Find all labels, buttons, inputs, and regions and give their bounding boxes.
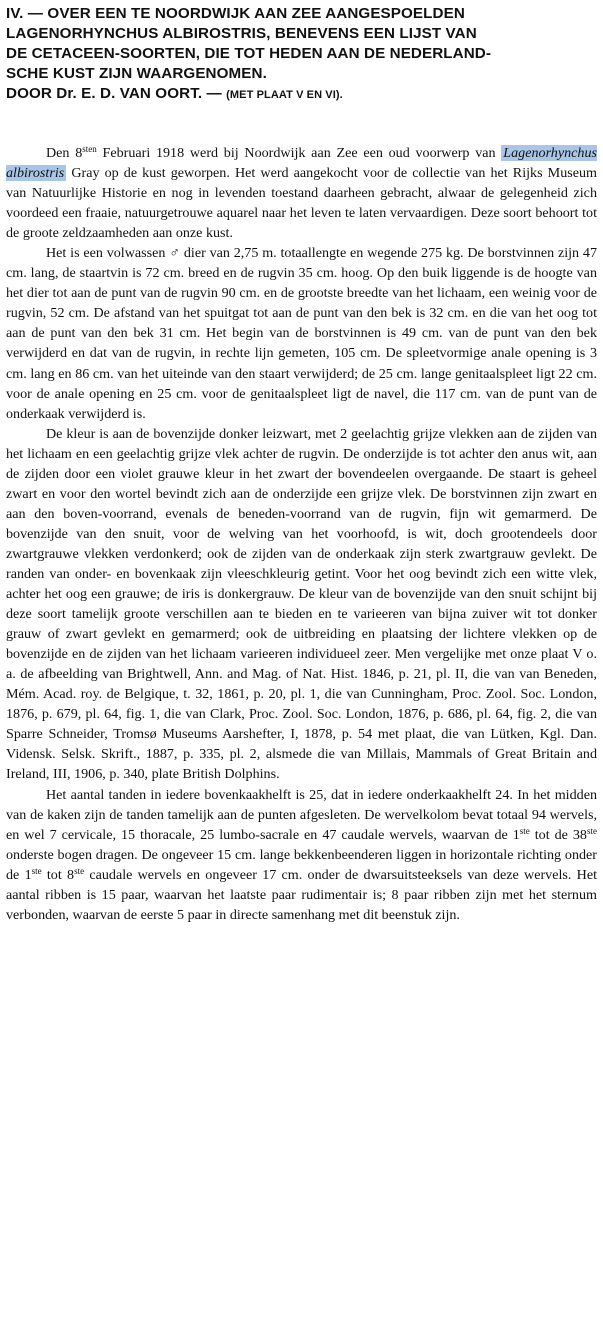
title-line-4: SCHE KUST ZIJN WAARGENOMEN. (6, 65, 267, 82)
author-name: DOOR Dr. E. D. VAN OORT. — (6, 85, 222, 102)
paragraph-4-part-2: tot de 38 (529, 826, 587, 843)
title-line-1: IV. — OVER EEN TE NOORDWIJK AAN ZEE AANGESPOELDEN (6, 5, 465, 22)
paragraph-1-intro: Februari 1918 werd bij Noordwijk aan Zee een oud voorwerp van (96, 145, 502, 161)
highlighted-species-name[interactable]: Lagenorhynchus albirostris (6, 145, 597, 182)
title-line-2: LAGENORHYNCHUS ALBIROSTRIS, BENEVENS EEN LIJST VAN (6, 25, 477, 42)
paragraph-3: De kleur is aan de bovenzijde donker leizwart, met 2 geelachtig grijze vlekken aan de zijden van het lichaam en een geelachtig grijze vlek achter de rugvin. De onderzijde is tot achter den anus wit, aan de zijden door een violet grauwe kleur in het zwart der bovendeelen overgaande. De staart is geheel zwart en voor den wortel bevindt zich aan de onderzijde een grijze vlek. De borstvinnen zijn zwart en aan den boven-voorrand, evenals de beneden-voorrand van de rugvin, fijn wit gemarmerd. De bovenzijde van den snuit, voor de welving van het voorhoofd, is wit, doch grootendeels door zwartgrauwe vlekken verdonkerd; ook de zijden van de onderkaak zijn sterk zwartgrauw gevlekt. De randen van onder- en bovenkaak zijn vleeschkleurig getint. Voor het oog bevindt zich een witte vlek, achter het oog een grauwe; de iris is donkergrauw. De kleur van de bovenzijde van den snuit schijnt bij deze soort tamelijk groote verschillen aan te bieden en te varieeren van bijna zuiver wit tot donker grauw of zwart gevlekt en gemarmerd; ook de uitbreiding en plaatsing der lichtere vlekken op de bovenzijde en de zijden van het lichaam varieeren individueel zeer. Men vergelijke met onze plaat V o. a. de afbeelding van Brightwell, Ann. and Mag. of Nat. Hist. 1846, p. 21, pl. II, die van van Beneden, Mém. Acad. roy. de Belgique, t. 32, 1861, p. 20, pl. 1, die van Cunningham, Proc. Zool. Soc. London, 1876, p. 679, pl. 64, fig. 1, die van Clark, Proc. Zool. Soc. London, 1876, p. 686, pl. 64, fig. 2, die van Sparre Schneider, Tromsø Museums Aarshefter, I, 1878, p. 54 met plaat, die van Lütken, Kgl. Dan. Vidensk. Selsk. Skrift., 1887, p. 335, pl. 2, alsmede die van Millais, Mammals of Great Britain and Ireland, III, 1906, p. 340, plate British Dolphins. (6, 425, 597, 783)
ordinal-superscript-4: ste (74, 865, 85, 876)
date-superscript: sten (82, 144, 97, 154)
ordinal-superscript-1: ste (519, 825, 530, 836)
title-line-3: DE CETACEEN-SOORTEN, DIE TOT HEDEN AAN DE NEDERLAND- (6, 45, 492, 62)
ordinal-superscript-3: ste (31, 865, 42, 876)
paragraph-4 (6, 785, 597, 925)
ordinal-superscript-2: ste (586, 825, 597, 836)
paragraph-1 (6, 143, 597, 243)
paragraph-4-part-5: caudale wervels en ongeveer 17 cm. onder de dwarsuitsteeksels van deze wervels. Het aantal ribben is 15 paar, waarvan het laatste paar rudimentair is; 8 paar ribben zijn met het sternum verbonden, waarvan de eerste 5 paar in directe samenhang met dit beenstuk zijn. (6, 866, 598, 923)
paragraph-2: Het is een volwassen ♂ dier van 2,75 m. totaallengte en wegende 275 kg. De borstvinnen zijn 47 cm. lang, de staartvin is 72 cm. breed en de rugvin 35 cm. hoog. Op den buik liggende is de hoogte van het dier tot aan de punt van de rugvin 90 cm. en de grootste breedte van het lichaam, een weinig voor de rugvin, 52 cm. De afstand van het spuitgat tot aan de punt van den bek is 32 cm. en die van het oog tot aan de punt van den bek 31 cm. Het begin van de borstvinnen is 49 cm. van de punt van den bek verwijderd en dat van de rugvin, in rechte lijn gemeten, 105 cm. De spleetvormige anale opening is 3 cm. lang en 86 cm. van het uiteinde van den staart verwijderd; de 25 cm. lange genitaalspleet ligt 22 cm. voor de anale opening en 25 cm. voor de genitaalspleet ligt de navel, die 117 cm. van de punt van de onderkaak verwijderd is. (6, 245, 597, 422)
date-prefix: Den 8 (46, 145, 83, 161)
paragraph-1-rest: Gray op de kust geworpen. Het werd aangekocht voor de collectie van het Rijks Museum van Natuurlijke Historie en nog in levenden toestand daarheen gebracht, alwaar de gelegenheid zich voordeed een fraaie, natuurgetrouwe aquarel naar het leven te laten vervaardigen. Deze soort behoort tot de groote zeldzaamheden aan onze kust. (6, 165, 597, 242)
paragraph-4-part-3: onderste bogen dragen. De ongeveer 15 cm. lange bekkenbeenderen liggen in horizontale richting onder de 1 (6, 846, 597, 883)
paragraph-4-part-4: tot 8 (41, 866, 75, 883)
plates-note: (MET PLAAT V EN VI). (226, 89, 343, 101)
article-body (6, 143, 597, 925)
paragraph-4-part-1: Het aantal tanden in iedere bovenkaakhelft is 25, dat in iedere onderkaakhelft 24. In het midden van de kaken zijn de tanden tamelijk aan de punten afgesleten. De wervelkolom bevat totaal 94 wervels, en wel 7 cervicale, 15 thoracale, 25 lumbo-sacrale en 47 caudale wervels, waarvan de 1 (6, 786, 597, 843)
author-line (6, 84, 596, 105)
article-heading (6, 4, 596, 105)
